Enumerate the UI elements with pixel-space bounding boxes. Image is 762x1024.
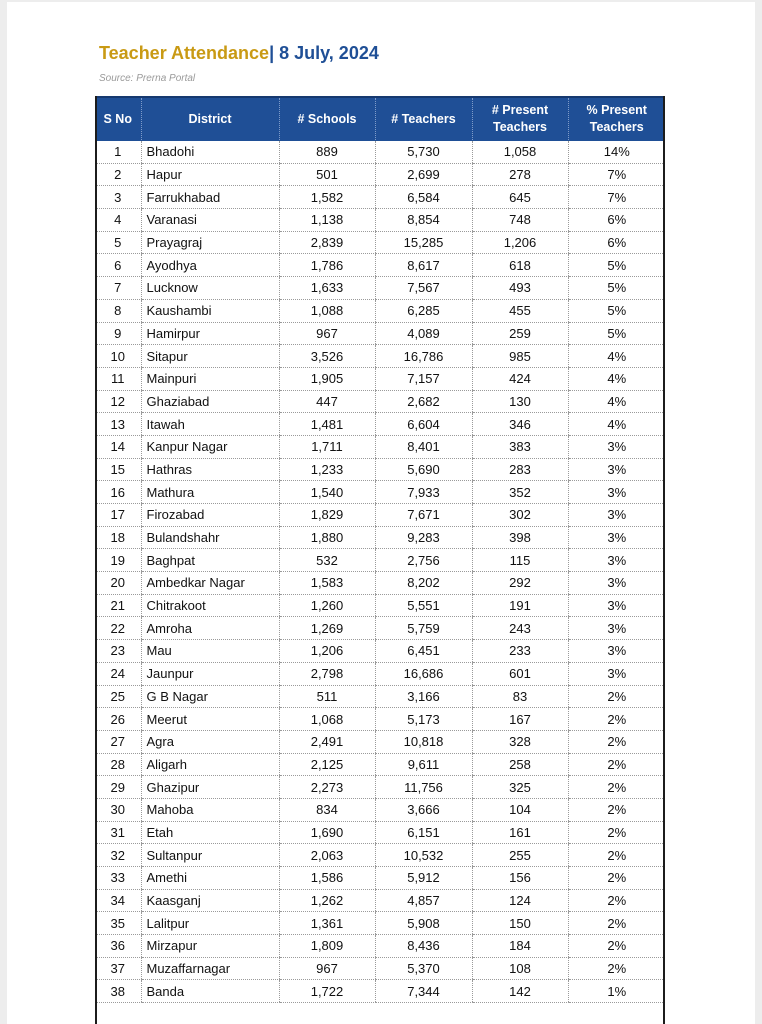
cell-teachers: 16,786 [375, 345, 472, 368]
cell-teachers: 8,436 [375, 935, 472, 958]
cell-schools: 511 [279, 685, 375, 708]
cell-percent-present: 2% [568, 776, 665, 799]
cell-schools: 1,829 [279, 504, 375, 527]
cell-district: Amethi [141, 867, 279, 890]
cell-teachers: 5,173 [375, 708, 472, 731]
cell-teachers: 5,551 [375, 594, 472, 617]
table-row [95, 345, 665, 368]
cell-present-teachers: 184 [472, 935, 568, 958]
cell-district: Meerut [141, 708, 279, 731]
table-row [95, 640, 665, 663]
cell-teachers: 7,344 [375, 980, 472, 1003]
cell-teachers: 5,690 [375, 458, 472, 481]
cell-percent-present: 3% [568, 435, 665, 458]
cell-percent-present: 3% [568, 662, 665, 685]
cell-schools: 1,880 [279, 526, 375, 549]
title-separator: | [269, 43, 275, 63]
cell-percent-present: 3% [568, 549, 665, 572]
cell-present-teachers: 1,206 [472, 231, 568, 254]
cell-sno: 14 [95, 435, 141, 458]
cell-percent-present: 2% [568, 708, 665, 731]
cell-schools: 2,491 [279, 730, 375, 753]
table-row [95, 662, 665, 685]
cell-percent-present: 2% [568, 867, 665, 890]
table-row [95, 367, 665, 390]
cell-sno: 1 [95, 141, 141, 164]
cell-sno: 37 [95, 957, 141, 980]
cell-district: Hamirpur [141, 322, 279, 345]
cell-schools: 1,138 [279, 209, 375, 232]
cell-sno: 15 [95, 458, 141, 481]
table-row [95, 821, 665, 844]
cell-sno: 23 [95, 640, 141, 663]
cell-present-teachers: 985 [472, 345, 568, 368]
cell-district: Lucknow [141, 277, 279, 300]
cell-teachers: 6,604 [375, 413, 472, 436]
cell-sno: 2 [95, 163, 141, 186]
cell-sno: 21 [95, 594, 141, 617]
cell-present-teachers: 259 [472, 322, 568, 345]
cell-present-teachers: 191 [472, 594, 568, 617]
cell-sno: 28 [95, 753, 141, 776]
cell-present-teachers: 292 [472, 572, 568, 595]
cell-sno: 11 [95, 367, 141, 390]
cell-sno: 38 [95, 980, 141, 1003]
cell-sno: 8 [95, 299, 141, 322]
cell-schools: 2,273 [279, 776, 375, 799]
cell-present-teachers: 161 [472, 821, 568, 844]
cell-present-teachers: 108 [472, 957, 568, 980]
cell-present-teachers: 383 [472, 435, 568, 458]
cell-sno: 24 [95, 662, 141, 685]
cell-sno: 35 [95, 912, 141, 935]
cell-present-teachers: 328 [472, 730, 568, 753]
table-row [95, 935, 665, 958]
cell-present-teachers: 150 [472, 912, 568, 935]
cell-sno: 33 [95, 867, 141, 890]
table-row [95, 209, 665, 232]
table-row [95, 844, 665, 867]
table-row [95, 277, 665, 300]
cell-sno: 19 [95, 549, 141, 572]
cell-schools: 447 [279, 390, 375, 413]
table-row [95, 912, 665, 935]
cell-district: Bhadohi [141, 141, 279, 164]
cell-teachers: 8,202 [375, 572, 472, 595]
cell-district: Ghazipur [141, 776, 279, 799]
table-row [95, 413, 665, 436]
cell-present-teachers: 115 [472, 549, 568, 572]
cell-present-teachers: 302 [472, 504, 568, 527]
cell-schools: 2,063 [279, 844, 375, 867]
cell-present-teachers: 618 [472, 254, 568, 277]
cell-district: Mahoba [141, 798, 279, 821]
cell-sno: 12 [95, 390, 141, 413]
page-title [99, 43, 379, 64]
cell-sno: 29 [95, 776, 141, 799]
cell-percent-present: 2% [568, 844, 665, 867]
cell-district: Firozabad [141, 504, 279, 527]
cell-sno: 30 [95, 798, 141, 821]
cell-teachers: 10,532 [375, 844, 472, 867]
cell-district: Lalitpur [141, 912, 279, 935]
cell-percent-present: 3% [568, 504, 665, 527]
header-present-teachers: # Present Teachers [472, 97, 568, 141]
title-date: 8 July, 2024 [274, 43, 379, 63]
cell-schools: 1,690 [279, 821, 375, 844]
cell-district: Ayodhya [141, 254, 279, 277]
cell-schools: 1,260 [279, 594, 375, 617]
table-row [95, 435, 665, 458]
cell-percent-present: 7% [568, 163, 665, 186]
cell-teachers: 3,166 [375, 685, 472, 708]
table-row [95, 186, 665, 209]
cell-present-teachers: 243 [472, 617, 568, 640]
cell-district: Chitrakoot [141, 594, 279, 617]
cell-teachers: 8,617 [375, 254, 472, 277]
cell-percent-present: 2% [568, 753, 665, 776]
table-row [95, 504, 665, 527]
cell-schools: 1,068 [279, 708, 375, 731]
cell-district: Hapur [141, 163, 279, 186]
cell-teachers: 2,682 [375, 390, 472, 413]
cell-schools: 1,583 [279, 572, 375, 595]
cell-teachers: 7,157 [375, 367, 472, 390]
table-body [95, 141, 665, 1003]
cell-present-teachers: 352 [472, 481, 568, 504]
table-row [95, 390, 665, 413]
cell-percent-present: 2% [568, 889, 665, 912]
cell-sno: 9 [95, 322, 141, 345]
cell-percent-present: 4% [568, 390, 665, 413]
cell-district: Banda [141, 980, 279, 1003]
cell-percent-present: 14% [568, 141, 665, 164]
cell-teachers: 8,401 [375, 435, 472, 458]
cell-district: G B Nagar [141, 685, 279, 708]
cell-percent-present: 5% [568, 254, 665, 277]
table-row [95, 526, 665, 549]
cell-schools: 1,633 [279, 277, 375, 300]
cell-sno: 13 [95, 413, 141, 436]
cell-percent-present: 2% [568, 821, 665, 844]
cell-present-teachers: 233 [472, 640, 568, 663]
cell-percent-present: 3% [568, 594, 665, 617]
cell-sno: 34 [95, 889, 141, 912]
cell-district: Hathras [141, 458, 279, 481]
cell-district: Muzaffarnagar [141, 957, 279, 980]
cell-present-teachers: 167 [472, 708, 568, 731]
cell-teachers: 2,756 [375, 549, 472, 572]
cell-percent-present: 2% [568, 685, 665, 708]
cell-district: Kaushambi [141, 299, 279, 322]
cell-percent-present: 3% [568, 481, 665, 504]
cell-sno: 32 [95, 844, 141, 867]
cell-percent-present: 7% [568, 186, 665, 209]
cell-schools: 967 [279, 322, 375, 345]
cell-teachers: 2,699 [375, 163, 472, 186]
cell-district: Prayagraj [141, 231, 279, 254]
cell-schools: 2,839 [279, 231, 375, 254]
cell-present-teachers: 325 [472, 776, 568, 799]
cell-teachers: 5,759 [375, 617, 472, 640]
cell-schools: 834 [279, 798, 375, 821]
cell-percent-present: 2% [568, 957, 665, 980]
cell-percent-present: 5% [568, 299, 665, 322]
cell-sno: 18 [95, 526, 141, 549]
cell-percent-present: 2% [568, 730, 665, 753]
cell-schools: 1,481 [279, 413, 375, 436]
cell-present-teachers: 645 [472, 186, 568, 209]
cell-present-teachers: 142 [472, 980, 568, 1003]
cell-present-teachers: 493 [472, 277, 568, 300]
table-row [95, 730, 665, 753]
cell-schools: 1,088 [279, 299, 375, 322]
cell-teachers: 5,908 [375, 912, 472, 935]
cell-present-teachers: 346 [472, 413, 568, 436]
cell-teachers: 16,686 [375, 662, 472, 685]
cell-sno: 36 [95, 935, 141, 958]
cell-present-teachers: 748 [472, 209, 568, 232]
table-row [95, 141, 665, 164]
cell-sno: 3 [95, 186, 141, 209]
cell-sno: 7 [95, 277, 141, 300]
table-row [95, 254, 665, 277]
cell-sno: 27 [95, 730, 141, 753]
table-row [95, 957, 665, 980]
cell-schools: 2,798 [279, 662, 375, 685]
cell-district: Agra [141, 730, 279, 753]
cell-schools: 532 [279, 549, 375, 572]
cell-percent-present: 3% [568, 617, 665, 640]
cell-present-teachers: 455 [472, 299, 568, 322]
cell-present-teachers: 601 [472, 662, 568, 685]
cell-present-teachers: 1,058 [472, 141, 568, 164]
cell-district: Mainpuri [141, 367, 279, 390]
cell-sno: 4 [95, 209, 141, 232]
header-district: District [141, 97, 279, 141]
cell-percent-present: 3% [568, 458, 665, 481]
cell-percent-present: 6% [568, 231, 665, 254]
table-row [95, 980, 665, 1003]
table-row [95, 889, 665, 912]
cell-percent-present: 2% [568, 935, 665, 958]
cell-teachers: 11,756 [375, 776, 472, 799]
cell-present-teachers: 283 [472, 458, 568, 481]
cell-present-teachers: 104 [472, 798, 568, 821]
cell-percent-present: 5% [568, 277, 665, 300]
cell-percent-present: 3% [568, 640, 665, 663]
cell-district: Sitapur [141, 345, 279, 368]
cell-percent-present: 4% [568, 413, 665, 436]
cell-teachers: 4,089 [375, 322, 472, 345]
source-note: Source: Prerna Portal [99, 73, 196, 84]
cell-schools: 967 [279, 957, 375, 980]
cell-schools: 1,582 [279, 186, 375, 209]
cell-teachers: 7,567 [375, 277, 472, 300]
cell-district: Kaasganj [141, 889, 279, 912]
cell-teachers: 10,818 [375, 730, 472, 753]
table-row [95, 549, 665, 572]
cell-district: Varanasi [141, 209, 279, 232]
table-row [95, 481, 665, 504]
table-row [95, 798, 665, 821]
cell-sno: 22 [95, 617, 141, 640]
table-row [95, 594, 665, 617]
header-percent-present: % Present Teachers [568, 97, 665, 141]
cell-percent-present: 2% [568, 798, 665, 821]
cell-schools: 889 [279, 141, 375, 164]
cell-teachers: 6,584 [375, 186, 472, 209]
cell-district: Baghpat [141, 549, 279, 572]
table-row [95, 776, 665, 799]
cell-district: Jaunpur [141, 662, 279, 685]
cell-sno: 25 [95, 685, 141, 708]
cell-present-teachers: 83 [472, 685, 568, 708]
cell-teachers: 9,283 [375, 526, 472, 549]
cell-schools: 1,540 [279, 481, 375, 504]
cell-schools: 1,586 [279, 867, 375, 890]
cell-district: Aligarh [141, 753, 279, 776]
table-header-row [95, 97, 665, 141]
cell-district: Ambedkar Nagar [141, 572, 279, 595]
cell-teachers: 5,370 [375, 957, 472, 980]
table-row [95, 231, 665, 254]
cell-schools: 1,269 [279, 617, 375, 640]
cell-district: Etah [141, 821, 279, 844]
cell-teachers: 6,285 [375, 299, 472, 322]
cell-district: Farrukhabad [141, 186, 279, 209]
cell-percent-present: 3% [568, 526, 665, 549]
header-schools: # Schools [279, 97, 375, 141]
cell-schools: 1,905 [279, 367, 375, 390]
cell-teachers: 3,666 [375, 798, 472, 821]
cell-district: Sultanpur [141, 844, 279, 867]
cell-teachers: 4,857 [375, 889, 472, 912]
cell-schools: 1,206 [279, 640, 375, 663]
cell-schools: 2,125 [279, 753, 375, 776]
cell-district: Mirzapur [141, 935, 279, 958]
table-row [95, 322, 665, 345]
cell-district: Amroha [141, 617, 279, 640]
header-teachers: # Teachers [375, 97, 472, 141]
cell-sno: 16 [95, 481, 141, 504]
table-row [95, 617, 665, 640]
cell-district: Bulandshahr [141, 526, 279, 549]
cell-sno: 6 [95, 254, 141, 277]
cell-present-teachers: 124 [472, 889, 568, 912]
cell-teachers: 7,933 [375, 481, 472, 504]
cell-percent-present: 1% [568, 980, 665, 1003]
header-sno: S No [95, 97, 141, 141]
cell-teachers: 8,854 [375, 209, 472, 232]
cell-sno: 5 [95, 231, 141, 254]
table-row [95, 163, 665, 186]
cell-sno: 17 [95, 504, 141, 527]
table-row [95, 685, 665, 708]
cell-present-teachers: 424 [472, 367, 568, 390]
cell-percent-present: 4% [568, 367, 665, 390]
cell-teachers: 6,451 [375, 640, 472, 663]
cell-present-teachers: 278 [472, 163, 568, 186]
table-row [95, 572, 665, 595]
cell-sno: 26 [95, 708, 141, 731]
cell-district: Ghaziabad [141, 390, 279, 413]
table-row [95, 458, 665, 481]
cell-schools: 1,361 [279, 912, 375, 935]
cell-district: Kanpur Nagar [141, 435, 279, 458]
cell-district: Itawah [141, 413, 279, 436]
cell-teachers: 5,912 [375, 867, 472, 890]
table-row [95, 867, 665, 890]
cell-schools: 1,711 [279, 435, 375, 458]
cell-teachers: 5,730 [375, 141, 472, 164]
cell-sno: 20 [95, 572, 141, 595]
cell-schools: 501 [279, 163, 375, 186]
cell-percent-present: 3% [568, 572, 665, 595]
attendance-table [95, 96, 665, 1003]
cell-district: Mathura [141, 481, 279, 504]
cell-teachers: 9,611 [375, 753, 472, 776]
cell-teachers: 15,285 [375, 231, 472, 254]
table-row [95, 299, 665, 322]
cell-present-teachers: 130 [472, 390, 568, 413]
cell-percent-present: 2% [568, 912, 665, 935]
cell-present-teachers: 156 [472, 867, 568, 890]
cell-present-teachers: 258 [472, 753, 568, 776]
cell-schools: 1,262 [279, 889, 375, 912]
cell-district: Mau [141, 640, 279, 663]
cell-schools: 1,786 [279, 254, 375, 277]
cell-sno: 31 [95, 821, 141, 844]
cell-present-teachers: 255 [472, 844, 568, 867]
table-row [95, 708, 665, 731]
cell-percent-present: 5% [568, 322, 665, 345]
table-row [95, 753, 665, 776]
cell-teachers: 6,151 [375, 821, 472, 844]
cell-percent-present: 4% [568, 345, 665, 368]
cell-schools: 1,233 [279, 458, 375, 481]
title-main: Teacher Attendance [99, 43, 270, 63]
cell-sno: 10 [95, 345, 141, 368]
cell-present-teachers: 398 [472, 526, 568, 549]
cell-schools: 1,722 [279, 980, 375, 1003]
cell-schools: 1,809 [279, 935, 375, 958]
cell-percent-present: 6% [568, 209, 665, 232]
cell-schools: 3,526 [279, 345, 375, 368]
cell-teachers: 7,671 [375, 504, 472, 527]
